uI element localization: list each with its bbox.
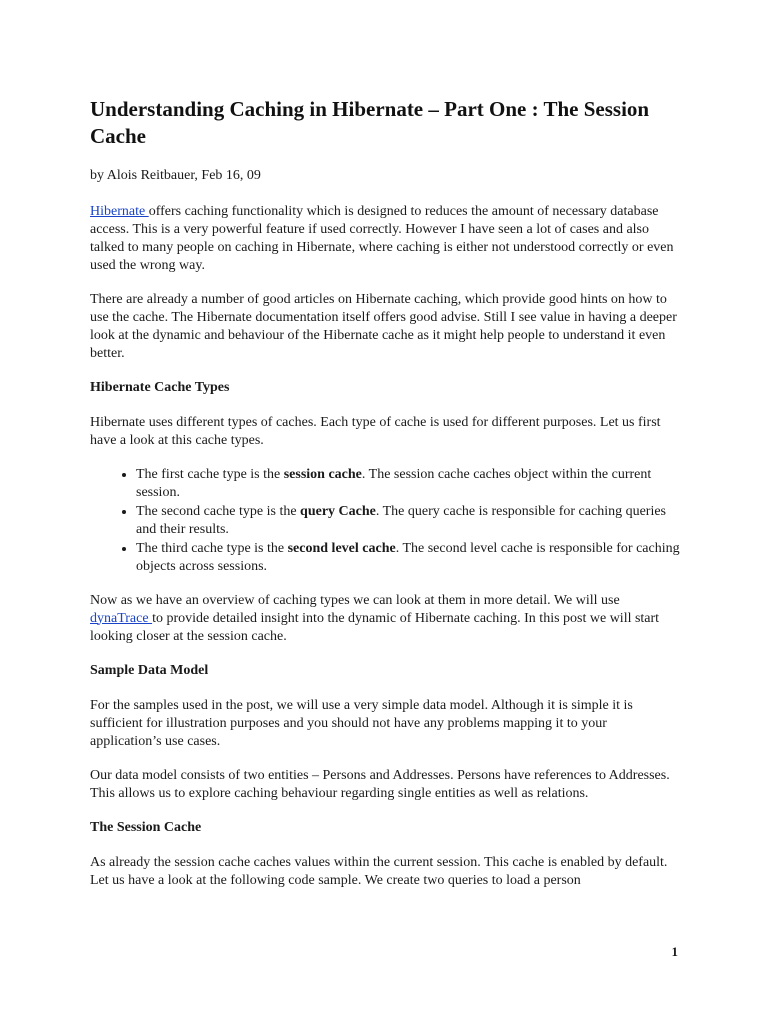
paragraph-overview: Now as we have an overview of caching types we can look at them in more detail. We will use dynaTrace to provide detailed insight into the dynamic of Hibernate caching. In this post we will start looking closer at the session cache. bbox=[90, 592, 660, 644]
cache-types-list bbox=[90, 466, 680, 576]
page-number: 1 bbox=[671, 944, 678, 959]
list-item: • The second cache type is the query Cache. The query cache is responsible for caching queries and their results. bbox=[136, 503, 680, 539]
heading-sample-data-model: Sample Data Model bbox=[90, 662, 209, 678]
intro-paragraph: Hibernate offers caching functionality which is designed to reduces the amount of necessary database access. This is a very powerful feature if used correctly. However I have seen a lot of cases and also talked to many people on caching in Hibernate, where caching is either not understood correctly or even used the wrong way. bbox=[90, 203, 674, 273]
paragraph-articles: There are already a number of good articles on Hibernate caching, which provide good hints on how to use the cache. The Hibernate documentation itself offers good advise. Still I see value in having a deeper look at the dynamic and behaviour of the Hibernate cache as it might help people to understand it even better. bbox=[90, 291, 677, 361]
hibernate-link[interactable]: Hibernate bbox=[90, 203, 149, 219]
paragraph-session-cache: As already the session cache caches values within the current session. This cache is enabled by default. Let us have a look at the following code sample. We create two queries to load a person bbox=[90, 854, 668, 888]
heading-cache-types: Hibernate Cache Types bbox=[90, 379, 230, 395]
list-item: • The first cache type is the session cache. The session cache caches object within the current session. bbox=[136, 466, 680, 502]
dynatrace-link[interactable]: dynaTrace bbox=[90, 610, 153, 626]
document-title: Understanding Caching in Hibernate – Part One : The Session Cache bbox=[90, 97, 650, 149]
paragraph-data-model-1: For the samples used in the post, we will use a very simple data model. Although it is simple it is sufficient for illustration purposes and you should not have any problems mapping it to your application’s use cases. bbox=[90, 697, 633, 749]
paragraph-data-model-2: Our data model consists of two entities – Persons and Addresses. Persons have references to Addresses. This allows us to explore caching behaviour regarding single entities as well as relations. bbox=[90, 767, 670, 801]
heading-session-cache: The Session Cache bbox=[90, 819, 202, 835]
paragraph-cache-types: Hibernate uses different types of caches. Each type of cache is used for different purposes. Let us first have a look at this cache types. bbox=[90, 414, 661, 448]
byline: by Alois Reitbauer, Feb 16, 09 bbox=[90, 167, 261, 183]
list-item: • The third cache type is the second level cache. The second level cache is responsible for caching objects across sessions. bbox=[136, 540, 680, 576]
document-page bbox=[90, 96, 680, 906]
